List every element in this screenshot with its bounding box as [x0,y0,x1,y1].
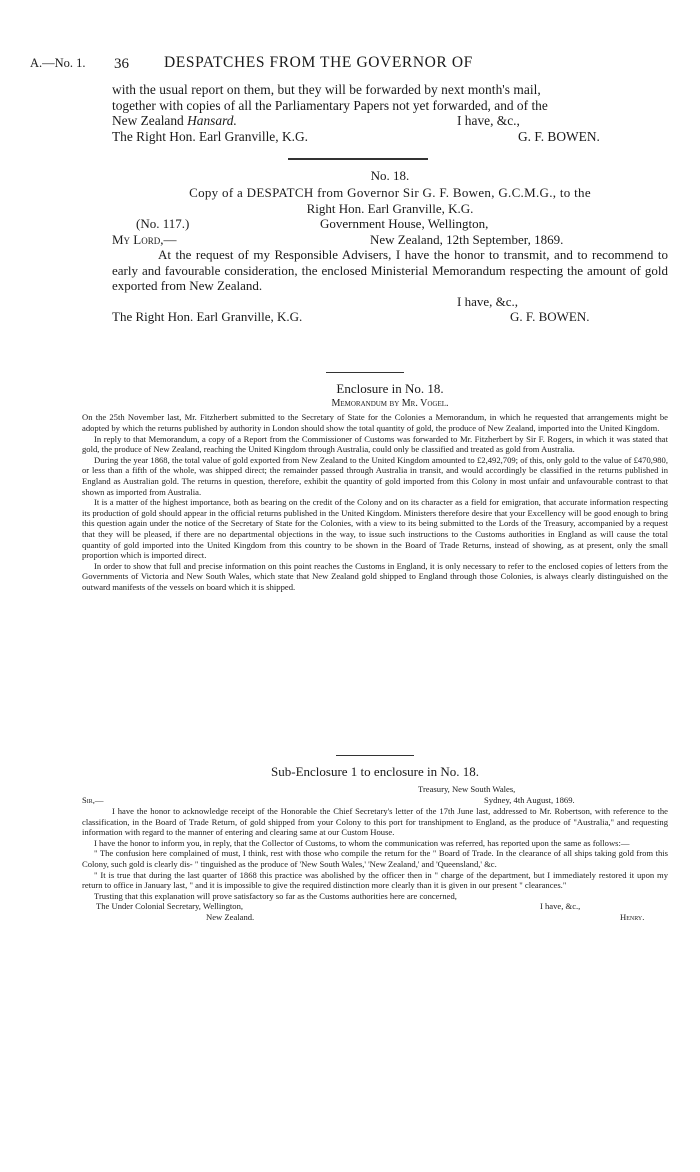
section-divider [336,755,414,756]
signature: Henry. [620,912,645,923]
salutation: Sir,— [82,795,104,805]
signature: G. F. BOWEN. [510,309,590,325]
sub-enclosure-title: Sub-Enclosure 1 to enclosure in No. 18. [271,764,479,779]
letter-text [82,784,668,923]
enclosure-section [82,372,668,593]
signature: G. F. BOWEN. [518,128,600,144]
opening-line: together with copies of all the Parliamentary Papers not yet forwarded, and of the [112,97,548,113]
opening-line: with the usual report on them, but they will be forwarded by next month's mail, [112,82,541,97]
letter-closing-line [82,901,668,912]
despatch-body: At the request of my Responsible Advisers, I have the honor to transmit, and to recommend to early and favourable consideration, the enclosed Ministerial Memorandum respecting the amount of gold exported from New Zealand. [112,247,668,294]
closing-formula: I have, &c., [457,293,519,309]
letter-salutation-line [82,795,668,806]
addressee: The Right Hon. Earl Granville, K.G. [112,128,308,144]
despatch-salutation-line [112,232,668,248]
hansard-italic: Hansard. [187,113,237,129]
enclosure-subtitle: Memorandum by Mr. Vogel. [331,398,449,410]
page-number: 36 [114,56,129,72]
memorandum-paragraph: It is a matter of the highest importance, both as bearing on the credit of the Colony and on its character as a field for emigration, that accurate information respecting its production of gold should appear in the official returns published in the United Kingdom. Ministers therefore desire that your Excellency will be good enough to bring this question again under the notice of the Secretary of State for the Colonies, with a view to its being submitted to the Lords of the Treasury, accompanied by a request that they will be pleased, if there are no departmental objections in the way, to issue such instructions to the Customs authorities in England as will cause the total quantity of gold imported into the United Kingdom from this country to be shown in the Board of Trade Returns, instead of showing, as at present, only the small proportion which is imported direct. [82,497,668,561]
section-divider [326,372,404,373]
closing-formula: I have, &c., [540,901,581,912]
document-reference: A.—No. 1. [30,56,86,70]
despatch-date: New Zealand, 12th September, 1869. [370,231,564,247]
despatch-number: No. 18. [370,168,410,183]
opening-line: New Zealand Hansard. I have, &c., [112,113,520,129]
letter-paragraph: I have the honor to acknowledge receipt of the Honorable the Chief Secretary's letter of the 17th June last, addressed to Mr. Robertson, with reference to the classification, in the Board of Trade Return, of gold shipped from your Colony to this port for transhipment to England, as the produce of "Australia," and requesting information with regard to the manner of entering and clearing same at our Custom House. [82,806,668,838]
enclosure-title: Enclosure in No. 18. [336,381,444,396]
closing-formula: I have, &c., [457,113,520,129]
letter-place-line [82,784,668,795]
addressee: The Right Hon. Earl Granville, K.G. [112,309,303,325]
letter-signature-line [82,912,668,923]
letter-date: Sydney, 4th August, 1869. [484,795,575,805]
letter-paragraph: " The confusion here complained of must, I think, rest with those who compile the return for the " Board of Trade. In the clearance of all ships taking gold from this Colony, such gold is clearly dis- " tinguished as the produce of 'New South Wales,' 'New Zealand,' and 'Queensland,' &c. [82,848,668,869]
letter-paragraph: " It is true that during the last quarter of 1868 this practice was abolished by the officer then in " charge of the department, but I immediately restored it upon my return to office in January last, " and it is impossible to give the required distinction more clearly than it is given in our present " clearances." [82,869,668,891]
letter-place: Treasury, New South Wales, [418,784,516,794]
despatch-ref: (No. 117.) [136,216,190,232]
despatch-place: Government House, Wellington, [320,216,489,232]
despatch-heading: Copy of a DESPATCH from Governor Sir G. F. Bowen, G.C.M.G., to the [189,185,591,201]
despatch-signature-line [112,309,668,325]
letter-addressee-line2: New Zealand. [206,912,255,923]
sub-enclosure-section [82,755,668,923]
letter-addressee: The Under Colonial Secretary, Wellington, [96,901,244,912]
opening-section [112,82,668,144]
despatch-heading-line2: Right Hon. Earl Granville, K.G. [306,200,474,216]
despatch-closing-line [112,294,668,310]
salutation: My Lord,— [112,231,177,247]
opening-signature-line [112,129,668,145]
letter-paragraph: I have the honor to inform you, in reply, that the Collector of Customs, to whom the communication was referred, has reported upon the same as follows:— [94,837,630,848]
despatch-ref-line [112,216,668,232]
section-divider [288,158,428,160]
memorandum-paragraph: In order to show that full and precise information on this point reaches the Customs in England, it is only necessary to refer to the enclosed copies of letters from the Governments of Victoria and New South Wales, which state that New Zealand gold shipped to England through those Colonies, is always clearly distinguished on the outward manifests of the vessels on board which it is shipped. [82,560,668,592]
letter-paragraph: Trusting that this explanation will prove satisfactory so far as the Customs authorities here are concerned, [94,890,457,901]
memorandum-paragraph: In reply to that Memorandum, a copy of a Report from the Commissioner of Customs was forwarded to Mr. Fitzherbert by Sir F. Rogers, in which it was stated that gold, the produce of New Zealand, reaching the United Kingdom through Australia, could only be classified and treated as gold from Australia. [82,433,668,455]
running-title: DESPATCHES FROM THE GOVERNOR OF [164,54,473,71]
memorandum-text [82,412,668,592]
memorandum-paragraph: During the year 1868, the total value of gold exported from New Zealand to the United Kingdom amounted to £2,492,709; of this, only gold to the value of £470,980, or less than a fifth of the whole, was shipped direct; the remainder passed through Australia in transit, and would accordingly be classified in the returns published in England as Australian gold. The returns in question, therefore, exhibit the quantity of gold imported from this Colony in most unfair and unfavourable contrast to that shown as imported from Australia. [82,454,668,497]
memorandum-paragraph: On the 25th November last, Mr. Fitzherbert submitted to the Secretary of State for the Colonies a Memorandum, in which he requested that arrangements might be adopted by which the returns published by authority in London should show the total quantity of gold, the produce of New Zealand, imported into the United Kingdom. [82,412,668,433]
page-header [30,54,670,74]
despatch-section [112,150,668,325]
